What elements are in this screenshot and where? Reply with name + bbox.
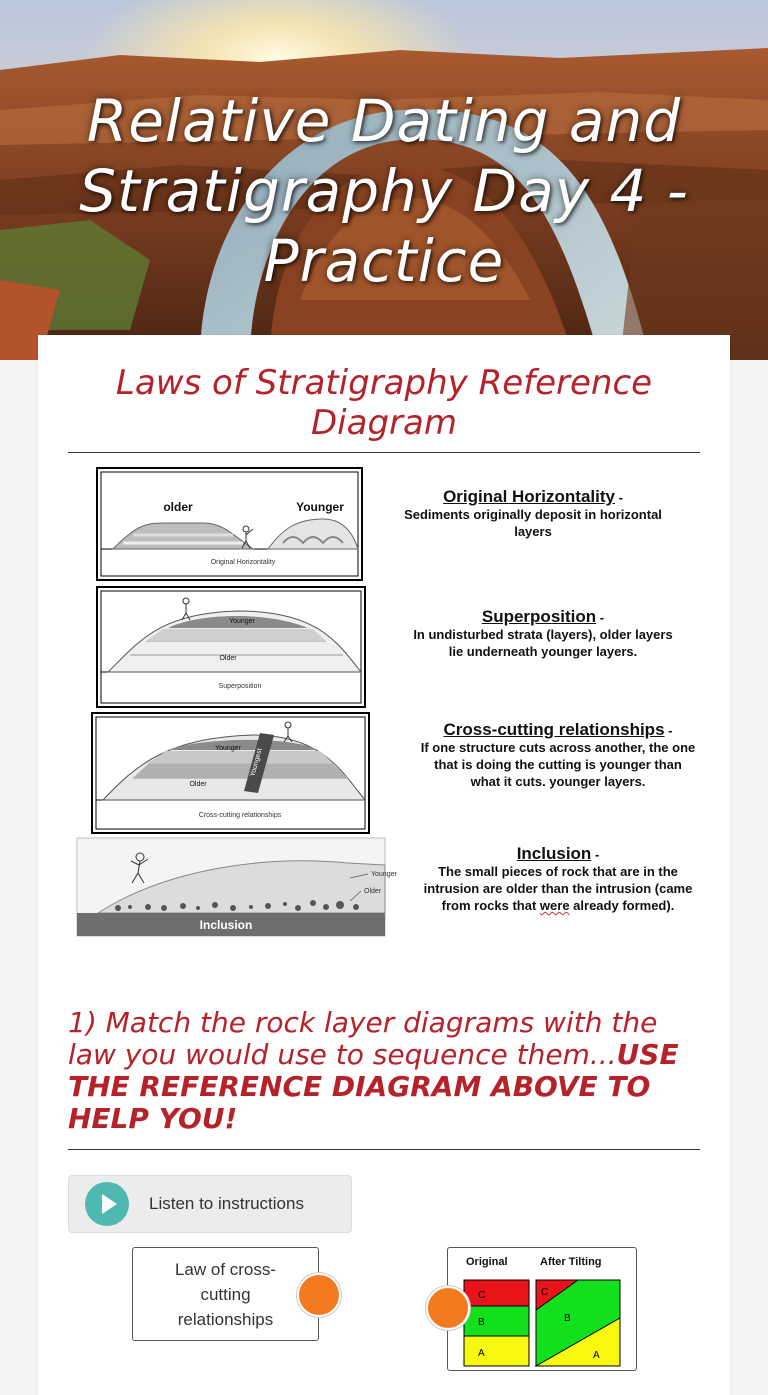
match-item-label: Law of cross-cutting relationships — [174, 1259, 277, 1329]
play-icon[interactable] — [85, 1182, 129, 1226]
question-emphasis: USE THE REFERENCE DIAGRAM ABOVE TO HELP YOU! — [68, 1038, 679, 1135]
law-original-horizontality: Original Horizontality - Sediments originally deposit in horizontal layers — [404, 487, 662, 539]
label-older: older — [163, 500, 193, 514]
label-incl-older: Older — [364, 888, 382, 895]
label-cross-younger: Younger — [215, 745, 241, 752]
reference-section-title: Laws of Stratigraphy Reference Diagram — [115, 363, 653, 443]
caption-original: Original Horizontality — [210, 559, 276, 566]
match-connector-dot[interactable] — [426, 1286, 470, 1330]
match-connector-dot[interactable] — [297, 1273, 341, 1317]
match-item-image[interactable] — [447, 1247, 637, 1371]
match-item-text[interactable] — [132, 1247, 319, 1341]
listen-instructions-button[interactable] — [68, 1175, 352, 1233]
reference-diagram-image — [68, 463, 700, 948]
law-description: Sediments originally deposit in horizontal layers — [404, 507, 662, 539]
caption-cross-cutting: Cross-cutting relationships — [198, 812, 282, 819]
layer-b: B — [478, 1317, 485, 1328]
law-description: The small pieces of rock that are in the intrusion are older than the intrusion (came from rocks that were already formed). — [423, 864, 693, 913]
question-text: 1) Match the rock layer diagrams with the law you would use to sequence them... — [68, 1006, 658, 1071]
label-cross-youngest: Youngest — [249, 747, 264, 778]
law-cross-cutting: Cross-cutting relationships - If one structure cuts across another, the one that is doing the cutting is younger than what it cuts. younger layers. — [420, 720, 696, 789]
label-cross-older: Older — [189, 781, 207, 788]
listen-label: Listen to instructions — [149, 1194, 304, 1213]
layer-b-tilted: B — [564, 1313, 571, 1324]
page-title: Relative Dating and Stratigraphy Day 4 - Practice — [79, 87, 689, 295]
divider — [68, 452, 700, 453]
law-name: Inclusion — [516, 844, 592, 863]
law-name: Original Horizontality — [443, 487, 615, 506]
law-name: Superposition — [481, 607, 597, 626]
label-original: Original — [466, 1256, 508, 1268]
tilted-layers-image — [448, 1248, 636, 1370]
question-title — [68, 1007, 700, 1135]
caption-superposition: Superposition — [218, 683, 262, 690]
law-description: In undisturbed strata (layers), older layers lie underneath younger layers. — [413, 627, 673, 659]
layer-c-tilted: C — [541, 1287, 549, 1298]
label-super-older: Older — [219, 655, 237, 662]
layer-a-tilted: A — [593, 1350, 600, 1361]
label-younger: Younger — [296, 500, 344, 514]
law-description: If one structure cuts across another, the one that is doing the cutting is younger than what it cuts. younger layers. — [420, 740, 696, 789]
divider — [68, 1149, 700, 1150]
layer-a: A — [478, 1348, 485, 1359]
law-inclusion: Inclusion - The small pieces of rock that are in the intrusion are older than the intrusion (came from rocks that were already formed). — [423, 844, 693, 913]
hero-banner — [0, 0, 768, 360]
label-after-tilting: After Tilting — [540, 1256, 602, 1268]
label-super-younger: Younger — [229, 618, 255, 625]
content-card — [38, 335, 730, 1395]
law-superposition: Superposition - In undisturbed strata (layers), older layers lie underneath younger layers. — [413, 607, 673, 659]
caption-inclusion: Inclusion — [199, 918, 253, 932]
law-name: Cross-cutting relationships — [443, 720, 665, 739]
layer-c: C — [478, 1290, 486, 1301]
label-incl-younger: Younger — [371, 871, 397, 878]
